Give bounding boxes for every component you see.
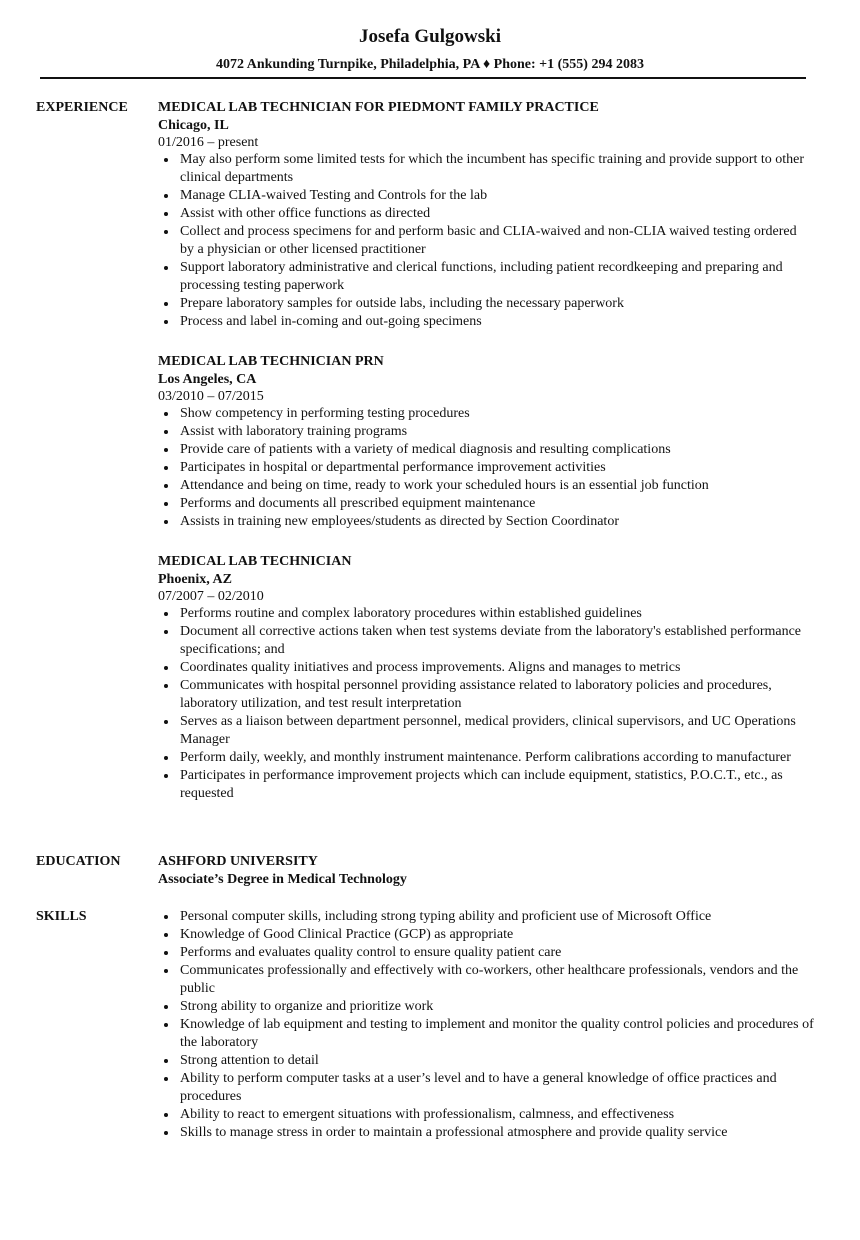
education-entry [158, 853, 814, 889]
bullet-item: Participates in hospital or departmental performance improvement activities [158, 459, 814, 477]
skills-list [158, 908, 814, 1142]
bullet-item: Communicates professionally and effectively with co-workers, other healthcare professionals, vendors and the public [158, 962, 814, 998]
job-bullets [158, 405, 814, 531]
bullet-item: Ability to perform computer tasks at a user’s level and to have a general knowledge of office practices and procedures [158, 1070, 814, 1106]
bullet-item: Strong attention to detail [158, 1052, 814, 1070]
bullet-item: Process and label in-coming and out-going specimens [158, 313, 814, 331]
bullet-item: Support laboratory administrative and clerical functions, including patient recordkeeping and preparing and processing testing paperwork [158, 259, 814, 295]
resume-header [0, 24, 860, 74]
bullet-item: Ability to react to emergent situations with professionalism, calmness, and effectiveness [158, 1106, 814, 1124]
job-location: Chicago, IL [158, 118, 229, 133]
section-label-skills: SKILLS [36, 909, 87, 924]
bullet-item: Personal computer skills, including strong typing ability and proficient use of Microsoft Office [158, 908, 814, 926]
job-entry [158, 99, 814, 331]
bullet-item: Assist with laboratory training programs [158, 423, 814, 441]
degree-name: Associate’s Degree in Medical Technology [158, 872, 407, 887]
job-dates: 07/2007 – 02/2010 [158, 589, 264, 604]
bullet-item: Performs and documents all prescribed equipment maintenance [158, 495, 814, 513]
skills-list-container [158, 908, 814, 1142]
job-bullets [158, 605, 814, 803]
bullet-item: Serves as a liaison between department personnel, medical providers, clinical supervisors, and UC Operations Manager [158, 713, 814, 749]
job-entry [158, 553, 814, 803]
experience-list [158, 99, 814, 825]
bullet-item: May also perform some limited tests for which the incumbent has specific training and provide support to other clinical departments [158, 151, 814, 187]
contact-line: 4072 Ankunding Turnpike, Philadelphia, PA ♦ Phone: +1 (555) 294 2083 [216, 57, 644, 72]
bullet-item: Performs and evaluates quality control to ensure quality patient care [158, 944, 814, 962]
job-title: MEDICAL LAB TECHNICIAN PRN [158, 354, 384, 369]
job-dates: 01/2016 – present [158, 135, 259, 150]
job-title: MEDICAL LAB TECHNICIAN FOR PIEDMONT FAMILY PRACTICE [158, 100, 599, 115]
bullet-item: Participates in performance improvement projects which can include equipment, statistics, P.O.C.T., etc., as requested [158, 767, 814, 803]
job-bullets [158, 151, 814, 331]
candidate-name: Josefa Gulgowski [359, 26, 501, 47]
bullet-item: Communicates with hospital personnel providing assistance related to laboratory policies and procedures, laboratory utilization, and test result interpretation [158, 677, 814, 713]
bullet-item: Show competency in performing testing procedures [158, 405, 814, 423]
bullet-item: Strong ability to organize and prioritize work [158, 998, 814, 1016]
job-entry [158, 353, 814, 531]
section-label-education: EDUCATION [36, 854, 121, 869]
bullet-item: Skills to manage stress in order to maintain a professional atmosphere and provide quality service [158, 1124, 814, 1142]
bullet-item: Coordinates quality initiatives and process improvements. Aligns and manages to metrics [158, 659, 814, 677]
bullet-item: Assists in training new employees/students as directed by Section Coordinator [158, 513, 814, 531]
bullet-item: Attendance and being on time, ready to work your scheduled hours is an essential job function [158, 477, 814, 495]
bullet-item: Provide care of patients with a variety of medical diagnosis and resulting complications [158, 441, 814, 459]
bullet-item: Knowledge of Good Clinical Practice (GCP) as appropriate [158, 926, 814, 944]
bullet-item: Prepare laboratory samples for outside labs, including the necessary paperwork [158, 295, 814, 313]
section-label-experience: EXPERIENCE [36, 100, 128, 115]
bullet-item: Document all corrective actions taken when test systems deviate from the laboratory's established performance specifications; and [158, 623, 814, 659]
bullet-item: Assist with other office functions as directed [158, 205, 814, 223]
school-name: ASHFORD UNIVERSITY [158, 854, 318, 869]
bullet-item: Knowledge of lab equipment and testing to implement and monitor the quality control policies and procedures of the laboratory [158, 1016, 814, 1052]
job-location: Phoenix, AZ [158, 572, 232, 587]
bullet-item: Manage CLIA-waived Testing and Controls for the lab [158, 187, 814, 205]
bullet-item: Collect and process specimens for and perform basic and CLIA-waived and non-CLIA waived testing ordered by a physician or other licensed practitioner [158, 223, 814, 259]
bullet-item: Perform daily, weekly, and monthly instrument maintenance. Perform calibrations according to manufacturer [158, 749, 814, 767]
job-title: MEDICAL LAB TECHNICIAN [158, 554, 352, 569]
bullet-item: Performs routine and complex laboratory procedures within established guidelines [158, 605, 814, 623]
job-dates: 03/2010 – 07/2015 [158, 389, 264, 404]
job-location: Los Angeles, CA [158, 372, 257, 387]
header-divider [40, 77, 806, 79]
